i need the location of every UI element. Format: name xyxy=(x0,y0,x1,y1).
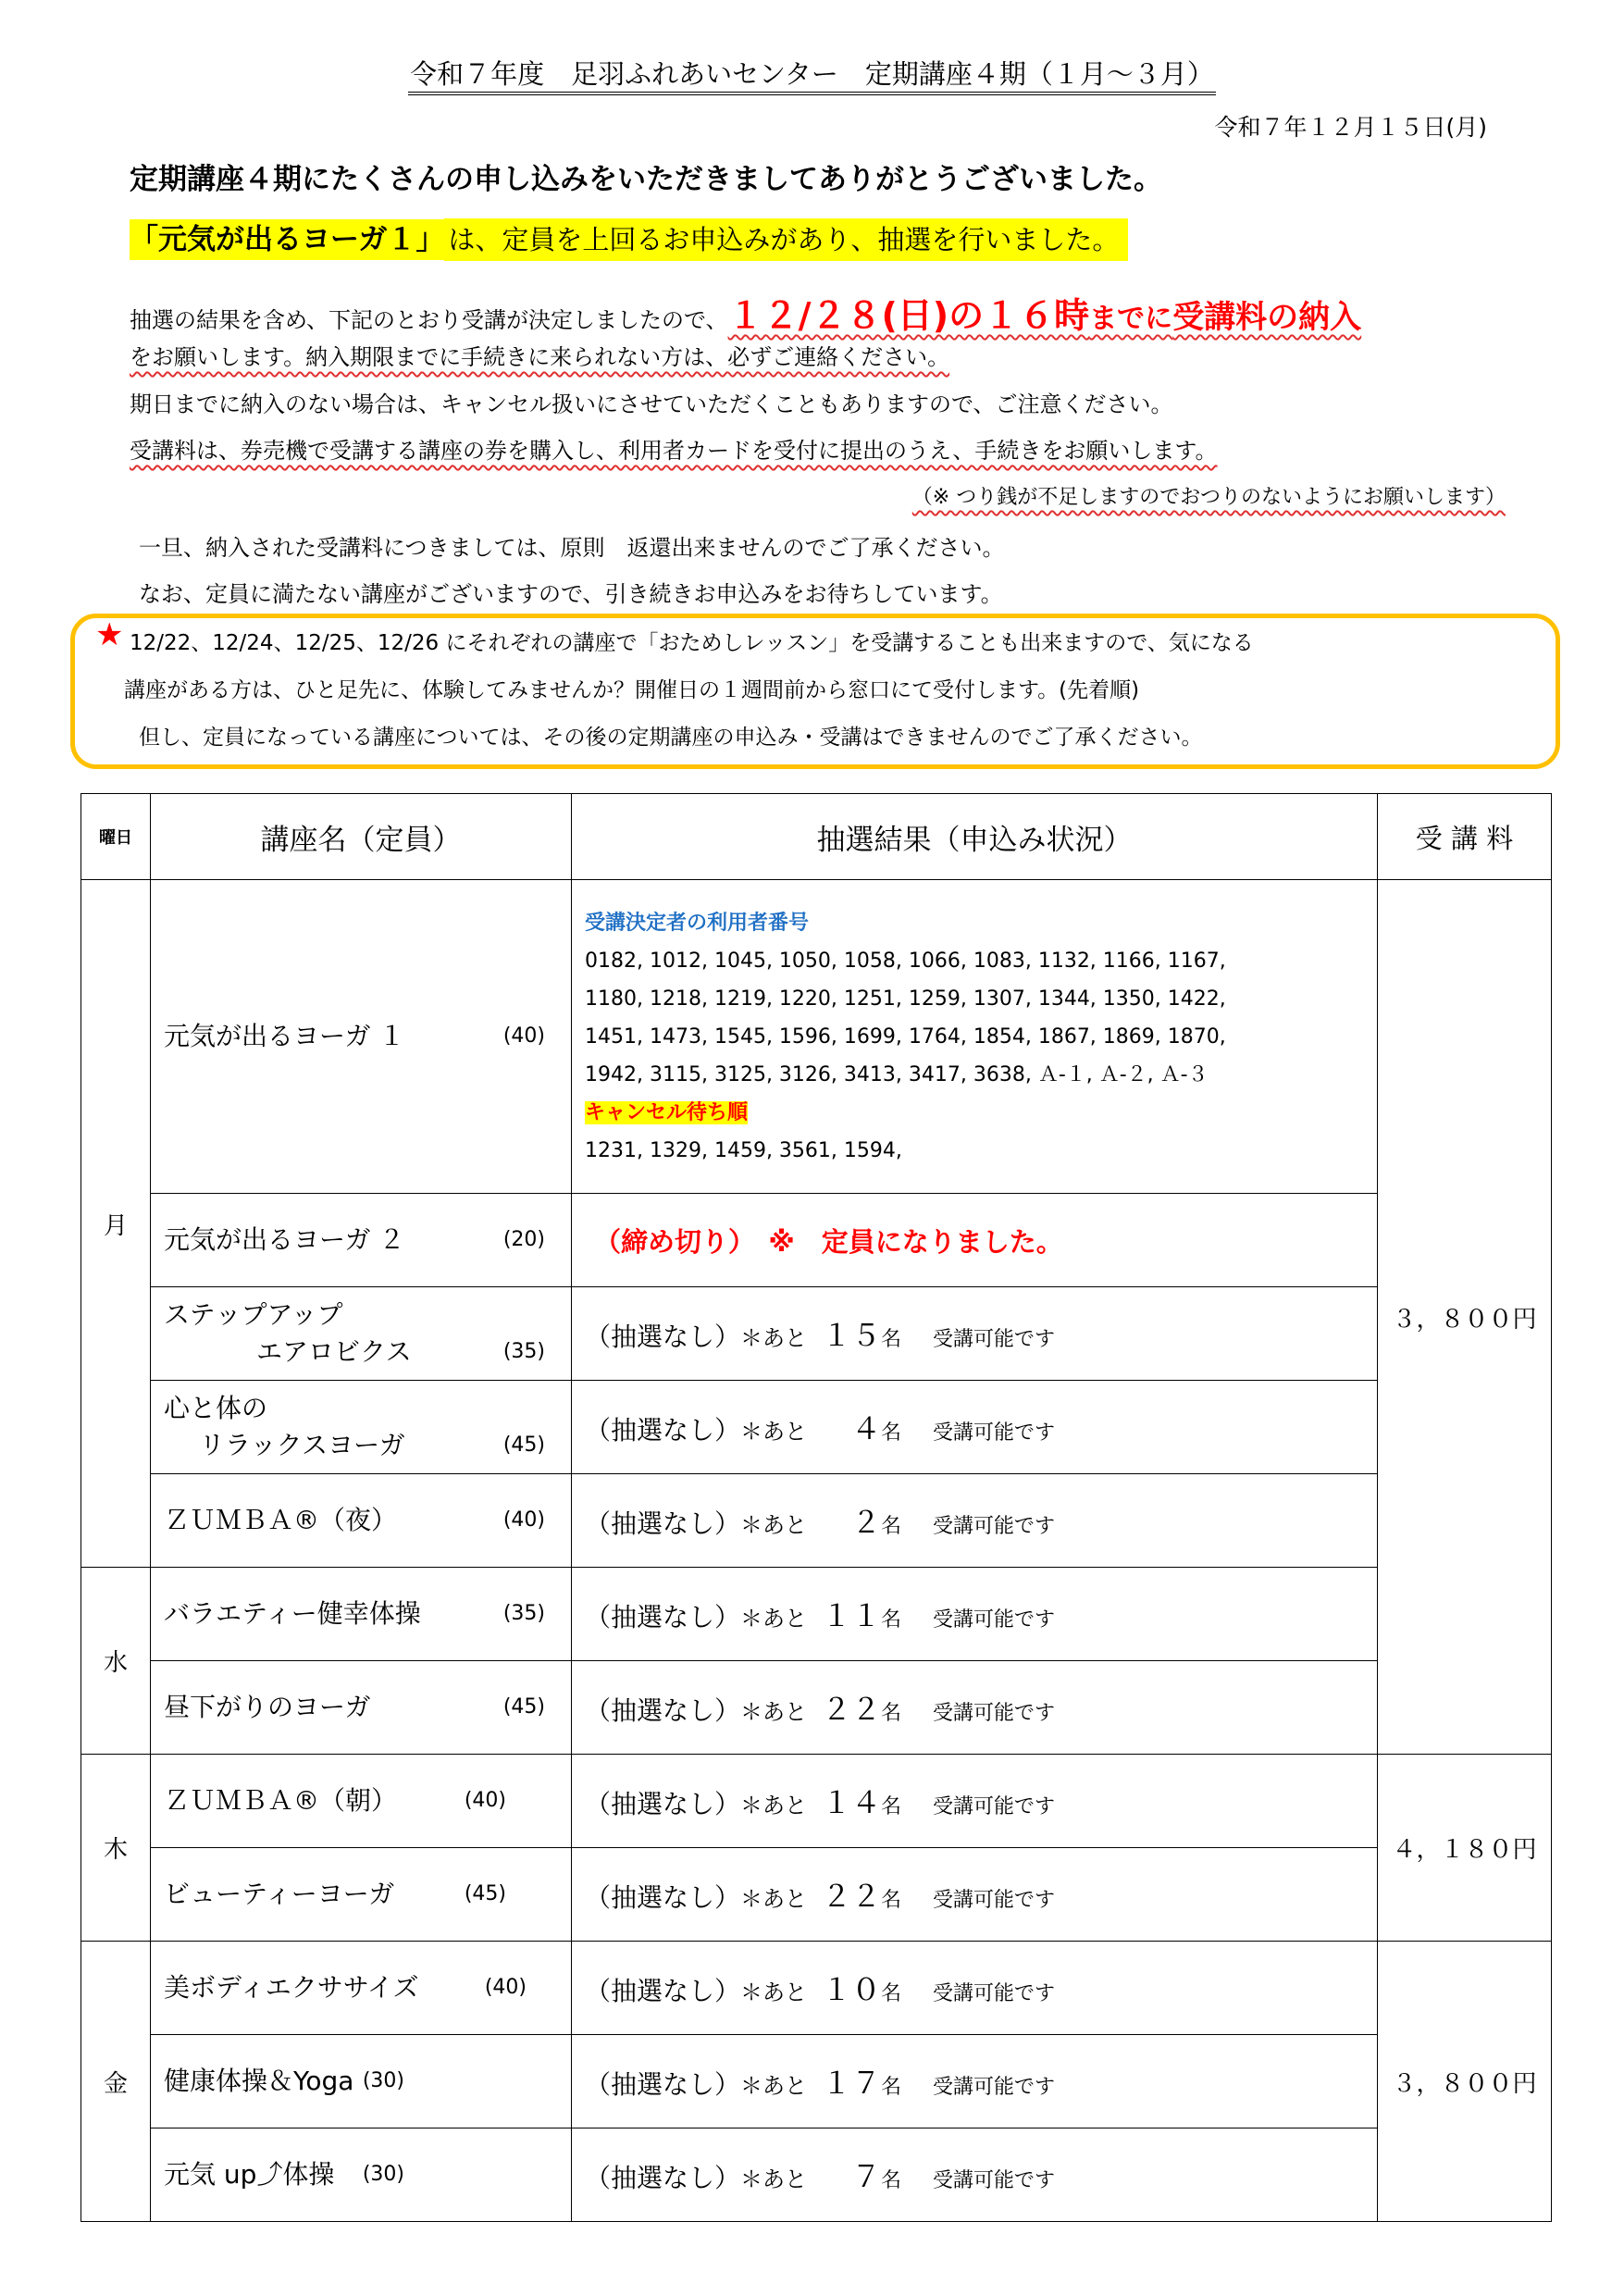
course-name-cell: ステップアップ エアロビクス (35) xyxy=(151,1287,572,1381)
table-row xyxy=(81,1474,1552,1568)
header-result: 抽選結果（申込み状況） xyxy=(572,794,1378,880)
closed-result-cell: （締め切り） ※ 定員になりました。 xyxy=(572,1194,1378,1287)
course-name-cell: 心と体の リラックスヨーガ (45) xyxy=(151,1381,572,1474)
notice-line-2: 講座がある方は、ひと足先に、体験してみませんか？開催日の１週間前から窓口にて受付します。(先着順) xyxy=(124,678,1140,702)
result-cell: （抽選なし）＊あと ７名 受講可能です xyxy=(572,2128,1378,2222)
fee-cell: ３，８００円 xyxy=(1378,1942,1552,2222)
course-name-cell: 元気 up⤴体操 (30) xyxy=(151,2128,572,2222)
decided-numbers: 1451, 1473, 1545, 1596, 1699, 1764, 1854, 1867, 1869, 1870, xyxy=(585,1024,1226,1049)
result-cell: （抽選なし）＊あと １１名 受講可能です xyxy=(572,1568,1378,1661)
header-fee: 受 講 料 xyxy=(1378,794,1552,880)
paragraph-line-5: （※ つり銭が不足しますのでおつりのないようにお願いします） xyxy=(911,486,1506,509)
paragraph-line-7: なお、定員に満たない講座がございますので、引き続きお申込みをお待ちしています。 xyxy=(139,581,1003,607)
table-row xyxy=(81,1848,1552,1942)
result-cell: （抽選なし）＊あと ２２名 受講可能です xyxy=(572,1661,1378,1755)
table-row xyxy=(81,1755,1552,1848)
waitlist-numbers: 1231, 1329, 1459, 3561, 1594, xyxy=(585,1138,902,1162)
lottery-result-cell xyxy=(572,880,1378,1194)
result-cell: （抽選なし）＊あと １７名 受講可能です xyxy=(572,2035,1378,2128)
result-cell: （抽選なし）＊あと １０名 受講可能です xyxy=(572,1942,1378,2035)
course-name-cell: 美ボディエクササイズ (40) xyxy=(151,1942,572,2035)
day-cell: 金 xyxy=(81,1942,151,2222)
lottery-notice xyxy=(130,216,1128,257)
day-cell: 月 xyxy=(81,880,151,1568)
paragraph-line-1: 抽選の結果を含め、下記のとおり受講が決定しましたので、１２/２８(日)の１６時までに受講料の納入 xyxy=(130,295,1362,336)
course-name-cell: ＺＵＭＢＡ®（朝） (40) xyxy=(151,1755,572,1848)
paragraph-line-6: 一旦、納入された受講料につきましては、原則 返還出来ませんのでご了承ください。 xyxy=(139,535,1005,561)
star-icon: ★ xyxy=(95,616,124,653)
page-title: 令和７年度 足羽ふれあいセンター 定期講座４期（１月～３月） xyxy=(0,54,1624,92)
table-row xyxy=(81,1568,1552,1661)
notice-line-1: 12/22、12/24、12/25、12/26 にそれぞれの講座で「おためしレッスン」を受講することも出来ますので、気になる xyxy=(130,631,1254,655)
table-row xyxy=(81,1661,1552,1755)
decided-numbers: 0182, 1012, 1045, 1050, 1058, 1066, 1083, 1132, 1166, 1167, xyxy=(585,949,1226,973)
day-cell: 水 xyxy=(81,1568,151,1755)
result-cell: （抽選なし）＊あと ４名 受講可能です xyxy=(572,1381,1378,1474)
notice-line-3: 但し、定員になっている講座については、その後の定期講座の申込み・受講はできませんのでご了承ください。 xyxy=(139,726,1203,750)
course-name-cell: 健康体操＆Yoga (30) xyxy=(151,2035,572,2128)
header-day: 曜日 xyxy=(81,794,151,880)
result-cell: （抽選なし）＊あと １５名 受講可能です xyxy=(572,1287,1378,1381)
paragraph-line-3: 期日までに納入のない場合は、キャンセル扱いにさせていただくこともありますので、ご注意ください。 xyxy=(130,391,1173,417)
course-name-cell: 元気が出るヨーガ ２ (20) xyxy=(151,1194,572,1287)
table-row xyxy=(81,1942,1552,2035)
issue-date: 令和７年１２月１５日(月) xyxy=(1214,114,1487,141)
decided-numbers: 1942, 3115, 3125, 3126, 3413, 3417, 3638, Ａ-１, Ａ-２, Ａ-３ xyxy=(585,1062,1209,1086)
table-row xyxy=(81,1194,1552,1287)
deadline-date: １２/２８(日)の１６時 xyxy=(727,295,1090,336)
table-row xyxy=(81,1287,1552,1381)
header-course-name: 講座名（定員） xyxy=(151,794,572,880)
course-name-cell: 元気が出るヨーガ １ (40) xyxy=(151,880,572,1194)
result-cell: （抽選なし）＊あと ２名 受講可能です xyxy=(572,1474,1378,1568)
lottery-course-name: 「元気が出るヨーガ１」 xyxy=(130,219,444,260)
thanks-heading: 定期講座４期にたくさんの申し込みをいただきましてありがとうございました。 xyxy=(130,163,1162,196)
course-name-cell: 昼下がりのヨーガ (45) xyxy=(151,1661,572,1755)
paragraph-line-2: をお願いします。納入期限までに手続きに来られない方は、必ずご連絡ください。 xyxy=(130,344,950,370)
lottery-notice-text: は、定員を上回るお申込みがあり、抽選を行いました。 xyxy=(444,218,1128,261)
waitlist-label: キャンセル待ち順 xyxy=(585,1100,749,1124)
course-name-cell: ＺＵＭＢＡ®（夜） (40) xyxy=(151,1474,572,1568)
course-name-cell: ビューティーヨーガ (45) xyxy=(151,1848,572,1942)
paragraph-line-4: 受講料は、券売機で受講する講座の券を購入し、利用者カードを受付に提出のうえ、手続きをお願いします。 xyxy=(130,438,1218,464)
course-name-cell: バラエティー健幸体操 (35) xyxy=(151,1568,572,1661)
table-row xyxy=(81,880,1552,1194)
day-cell: 木 xyxy=(81,1755,151,1942)
decided-label: 受講決定者の利用者番号 xyxy=(585,911,810,935)
result-cell: （抽選なし）＊あと ２２名 受講可能です xyxy=(572,1848,1378,1942)
fee-cell: ３，８００円 xyxy=(1378,880,1552,1755)
fee-cell: ４，１８０円 xyxy=(1378,1755,1552,1942)
table-row xyxy=(81,2035,1552,2128)
table-row xyxy=(81,2128,1552,2222)
decided-numbers: 1180, 1218, 1219, 1220, 1251, 1259, 1307, 1344, 1350, 1422, xyxy=(585,987,1226,1011)
result-cell: （抽選なし）＊あと １４名 受講可能です xyxy=(572,1755,1378,1848)
table-row xyxy=(81,1381,1552,1474)
course-table xyxy=(81,793,1552,2222)
table-header-row xyxy=(81,794,1552,880)
